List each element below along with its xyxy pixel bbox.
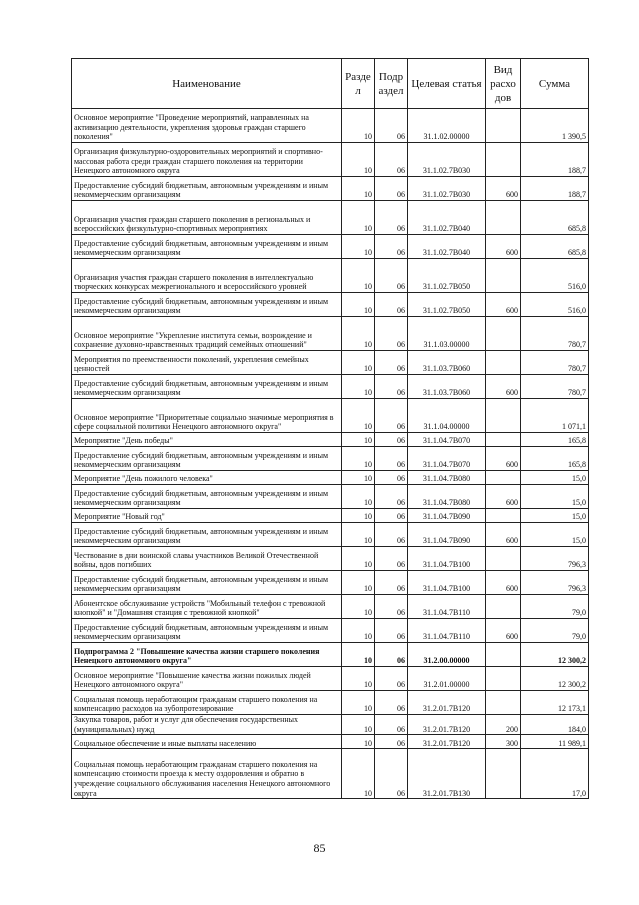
table-row: [72, 259, 589, 293]
page-number: 85: [313, 841, 326, 855]
table-row: [72, 523, 589, 547]
cell-kind: [486, 399, 521, 433]
cell-kind: [486, 547, 521, 571]
table-row: [72, 547, 589, 571]
cell-target: 31.1.02.7В050: [408, 293, 486, 317]
cell-subsection: 06: [375, 447, 408, 471]
cell-sum: 15,0: [521, 471, 589, 485]
cell-kind: [486, 595, 521, 619]
cell-subsection: 06: [375, 399, 408, 433]
cell-section: 10: [342, 595, 375, 619]
cell-section: 10: [342, 317, 375, 351]
table-row: [72, 715, 589, 735]
cell-section: 10: [342, 143, 375, 177]
cell-name: Чествование в дни воинской славы участников Великой Отечественной войны, вдов погибших: [72, 547, 342, 571]
cell-name: Основное мероприятие "Проведение мероприятий, направленных на активизацию деятельности, укрепления здоровья граждан старшего поколения": [72, 109, 342, 143]
cell-sum: 796,3: [521, 571, 589, 595]
cell-name: Предоставление субсидий бюджетным, автономным учреждениям и иным некоммерческим организациям: [72, 235, 342, 259]
cell-subsection: 06: [375, 735, 408, 749]
cell-name: Организация физкультурно-оздоровительных мероприятий и спортивно-массовая работа среди граждан старшего поколения на территории Ненецкого автономного округа: [72, 143, 342, 177]
cell-kind: 600: [486, 293, 521, 317]
header-section: Разде л: [342, 59, 375, 109]
cell-kind: [486, 259, 521, 293]
cell-sum: 516,0: [521, 259, 589, 293]
cell-target: 31.1.04.7В080: [408, 471, 486, 485]
cell-section: 10: [342, 399, 375, 433]
table-row: [72, 667, 589, 691]
cell-subsection: 06: [375, 547, 408, 571]
table-row: [72, 447, 589, 471]
cell-kind: [486, 643, 521, 667]
cell-name: Предоставление субсидий бюджетным, автономным учреждениям и иным некоммерческим организациям: [72, 293, 342, 317]
cell-sum: 188,7: [521, 143, 589, 177]
table-row: [72, 595, 589, 619]
cell-kind: 200: [486, 715, 521, 735]
table-row: [72, 509, 589, 523]
cell-section: 10: [342, 235, 375, 259]
cell-subsection: 06: [375, 259, 408, 293]
table-row: [72, 643, 589, 667]
table-row: [72, 735, 589, 749]
table-body: [72, 109, 589, 799]
cell-target: 31.1.04.00000: [408, 399, 486, 433]
cell-section: 10: [342, 293, 375, 317]
cell-kind: 600: [486, 235, 521, 259]
cell-target: 31.1.04.7В090: [408, 523, 486, 547]
cell-target: 31.2.01.7В130: [408, 749, 486, 799]
cell-target: 31.1.03.7В060: [408, 351, 486, 375]
cell-sum: 15,0: [521, 523, 589, 547]
cell-name: Предоставление субсидий бюджетным, автономным учреждениям и иным некоммерческим организациям: [72, 177, 342, 201]
cell-target: 31.1.04.7В110: [408, 595, 486, 619]
cell-section: 10: [342, 109, 375, 143]
cell-name: Организация участия граждан старшего поколения в региональных и всероссийских физкультурно-спортивных мероприятиях: [72, 201, 342, 235]
table-row: [72, 471, 589, 485]
cell-subsection: 06: [375, 293, 408, 317]
cell-section: 10: [342, 691, 375, 715]
cell-subsection: 06: [375, 317, 408, 351]
cell-section: 10: [342, 485, 375, 509]
cell-section: 10: [342, 471, 375, 485]
cell-section: 10: [342, 735, 375, 749]
cell-sum: 780,7: [521, 317, 589, 351]
cell-sum: 780,7: [521, 351, 589, 375]
cell-target: 31.2.01.7В120: [408, 715, 486, 735]
cell-subsection: 06: [375, 667, 408, 691]
cell-kind: 600: [486, 447, 521, 471]
cell-name: Предоставление субсидий бюджетным, автономным учреждениям и иным некоммерческим организациям: [72, 447, 342, 471]
cell-name: Закупка товаров, работ и услуг для обеспечения государственных (муниципальных) нужд: [72, 715, 342, 735]
cell-subsection: 06: [375, 595, 408, 619]
cell-name: Организация участия граждан старшего поколения в интеллектуально творческих конкурсах межрегионального и всероссийского уровней: [72, 259, 342, 293]
header-target: Целевая статья: [408, 59, 486, 109]
table-row: [72, 293, 589, 317]
cell-sum: 12 173,1: [521, 691, 589, 715]
cell-name: Предоставление субсидий бюджетным, автономным учреждениям и иным некоммерческим организациям: [72, 523, 342, 547]
budget-table: [71, 58, 589, 799]
table-row: [72, 485, 589, 509]
header-name: Наименование: [72, 59, 342, 109]
cell-sum: 17,0: [521, 749, 589, 799]
cell-subsection: 06: [375, 143, 408, 177]
table-row: [72, 433, 589, 447]
cell-name: Мероприятие "День пожилого человека": [72, 471, 342, 485]
cell-name: Основное мероприятие "Укрепление института семьи, возрождение и сохранение духовно-нравственных традиций семейных отношений": [72, 317, 342, 351]
cell-name: Основное мероприятие "Приоритетные социально значимые мероприятия в сфере социальной политики Ненецкого автономного округа": [72, 399, 342, 433]
cell-subsection: 06: [375, 177, 408, 201]
cell-section: 10: [342, 433, 375, 447]
cell-subsection: 06: [375, 571, 408, 595]
cell-subsection: 06: [375, 351, 408, 375]
cell-sum: 184,0: [521, 715, 589, 735]
cell-name: Мероприятие "День победы": [72, 433, 342, 447]
cell-kind: 600: [486, 571, 521, 595]
table-row: [72, 619, 589, 643]
table-row: [72, 317, 589, 351]
table-row: [72, 351, 589, 375]
table-row: [72, 235, 589, 259]
cell-subsection: 06: [375, 691, 408, 715]
cell-target: 31.1.03.7В060: [408, 375, 486, 399]
cell-sum: 79,0: [521, 595, 589, 619]
cell-sum: 165,8: [521, 447, 589, 471]
cell-section: 10: [342, 351, 375, 375]
cell-target: 31.2.01.7В120: [408, 691, 486, 715]
cell-name: Подпрограмма 2 "Повышение качества жизни старшего поколения Ненецкого автономного округа": [72, 643, 342, 667]
cell-kind: [486, 201, 521, 235]
cell-target: 31.1.04.7В100: [408, 571, 486, 595]
cell-kind: [486, 433, 521, 447]
cell-kind: 300: [486, 735, 521, 749]
header-kind: Вид расхо дов: [486, 59, 521, 109]
cell-kind: [486, 351, 521, 375]
cell-target: 31.1.02.7В030: [408, 143, 486, 177]
cell-sum: 165,8: [521, 433, 589, 447]
cell-target: 31.1.04.7В090: [408, 509, 486, 523]
cell-subsection: 06: [375, 619, 408, 643]
cell-subsection: 06: [375, 715, 408, 735]
cell-subsection: 06: [375, 749, 408, 799]
cell-section: 10: [342, 715, 375, 735]
cell-subsection: 06: [375, 201, 408, 235]
cell-section: 10: [342, 749, 375, 799]
cell-kind: 600: [486, 177, 521, 201]
cell-section: 10: [342, 619, 375, 643]
table-row: [72, 399, 589, 433]
cell-target: 31.1.02.7В050: [408, 259, 486, 293]
cell-subsection: 06: [375, 471, 408, 485]
cell-kind: 600: [486, 485, 521, 509]
cell-target: 31.1.04.7В070: [408, 447, 486, 471]
cell-sum: 15,0: [521, 509, 589, 523]
cell-name: Социальная помощь неработающим гражданам старшего поколения на компенсацию расходов на зубопротезирование: [72, 691, 342, 715]
cell-target: 31.1.04.7В100: [408, 547, 486, 571]
cell-subsection: 06: [375, 643, 408, 667]
cell-section: 10: [342, 447, 375, 471]
table-row: [72, 749, 589, 799]
cell-name: Мероприятие "Новый год": [72, 509, 342, 523]
cell-subsection: 06: [375, 109, 408, 143]
cell-name: Социальное обеспечение и иные выплаты населению: [72, 735, 342, 749]
cell-kind: 600: [486, 619, 521, 643]
cell-target: 31.1.02.7В030: [408, 177, 486, 201]
cell-section: 10: [342, 571, 375, 595]
cell-sum: 685,8: [521, 235, 589, 259]
cell-section: 10: [342, 523, 375, 547]
cell-kind: [486, 109, 521, 143]
cell-name: Абонентское обслуживание устройств "Мобильный телефон с тревожной кнопкой" и "Домашняя станция с тревожной кнопкой": [72, 595, 342, 619]
cell-target: 31.2.00.00000: [408, 643, 486, 667]
cell-name: Предоставление субсидий бюджетным, автономным учреждениям и иным некоммерческим организациям: [72, 571, 342, 595]
cell-sum: 685,8: [521, 201, 589, 235]
cell-target: 31.1.04.7В070: [408, 433, 486, 447]
cell-subsection: 06: [375, 485, 408, 509]
cell-kind: [486, 143, 521, 177]
cell-target: 31.1.02.00000: [408, 109, 486, 143]
cell-name: Социальная помощь неработающим гражданам старшего поколения на компенсацию стоимости проезда к месту оздоровления и обратно в учреждение социального обслуживания населения Ненецкого автономного округа: [72, 749, 342, 799]
table-header-row: [72, 59, 589, 109]
cell-target: 31.1.04.7В080: [408, 485, 486, 509]
cell-sum: 188,7: [521, 177, 589, 201]
cell-section: 10: [342, 375, 375, 399]
cell-section: 10: [342, 643, 375, 667]
cell-sum: 1 071,1: [521, 399, 589, 433]
cell-target: 31.1.04.7В110: [408, 619, 486, 643]
cell-kind: 600: [486, 375, 521, 399]
cell-section: 10: [342, 177, 375, 201]
cell-section: 10: [342, 259, 375, 293]
table-row: [72, 201, 589, 235]
table-row: [72, 109, 589, 143]
cell-subsection: 06: [375, 375, 408, 399]
cell-name: Предоставление субсидий бюджетным, автономным учреждениям и иным некоммерческим организациям: [72, 375, 342, 399]
cell-kind: [486, 749, 521, 799]
cell-section: 10: [342, 509, 375, 523]
table-row: [72, 691, 589, 715]
cell-kind: 600: [486, 523, 521, 547]
cell-kind: [486, 471, 521, 485]
cell-subsection: 06: [375, 523, 408, 547]
cell-section: 10: [342, 201, 375, 235]
header-subsection: Подр аздел: [375, 59, 408, 109]
cell-sum: 12 300,2: [521, 643, 589, 667]
cell-target: 31.1.02.7В040: [408, 201, 486, 235]
cell-name: Предоставление субсидий бюджетным, автономным учреждениям и иным некоммерческим организациям: [72, 619, 342, 643]
table-row: [72, 177, 589, 201]
cell-target: 31.2.01.00000: [408, 667, 486, 691]
header-sum: Сумма: [521, 59, 589, 109]
cell-sum: 12 300,2: [521, 667, 589, 691]
cell-target: 31.1.02.7В040: [408, 235, 486, 259]
cell-sum: 79,0: [521, 619, 589, 643]
cell-subsection: 06: [375, 235, 408, 259]
cell-name: Мероприятия по преемственности поколений, укрепления семейных ценностей: [72, 351, 342, 375]
table-row: [72, 143, 589, 177]
cell-kind: [486, 667, 521, 691]
cell-kind: [486, 509, 521, 523]
cell-name: Предоставление субсидий бюджетным, автономным учреждениям и иным некоммерческим организациям: [72, 485, 342, 509]
cell-name: Основное мероприятие "Повышение качества жизни пожилых людей Ненецкого автономного округа": [72, 667, 342, 691]
cell-sum: 796,3: [521, 547, 589, 571]
cell-target: 31.1.03.00000: [408, 317, 486, 351]
cell-kind: [486, 691, 521, 715]
cell-subsection: 06: [375, 433, 408, 447]
table-row: [72, 571, 589, 595]
cell-subsection: 06: [375, 509, 408, 523]
cell-sum: 516,0: [521, 293, 589, 317]
table-row: [72, 375, 589, 399]
cell-section: 10: [342, 667, 375, 691]
cell-target: 31.2.01.7В120: [408, 735, 486, 749]
cell-section: 10: [342, 547, 375, 571]
cell-kind: [486, 317, 521, 351]
cell-sum: 780,7: [521, 375, 589, 399]
cell-sum: 1 390,5: [521, 109, 589, 143]
cell-sum: 11 989,1: [521, 735, 589, 749]
cell-sum: 15,0: [521, 485, 589, 509]
